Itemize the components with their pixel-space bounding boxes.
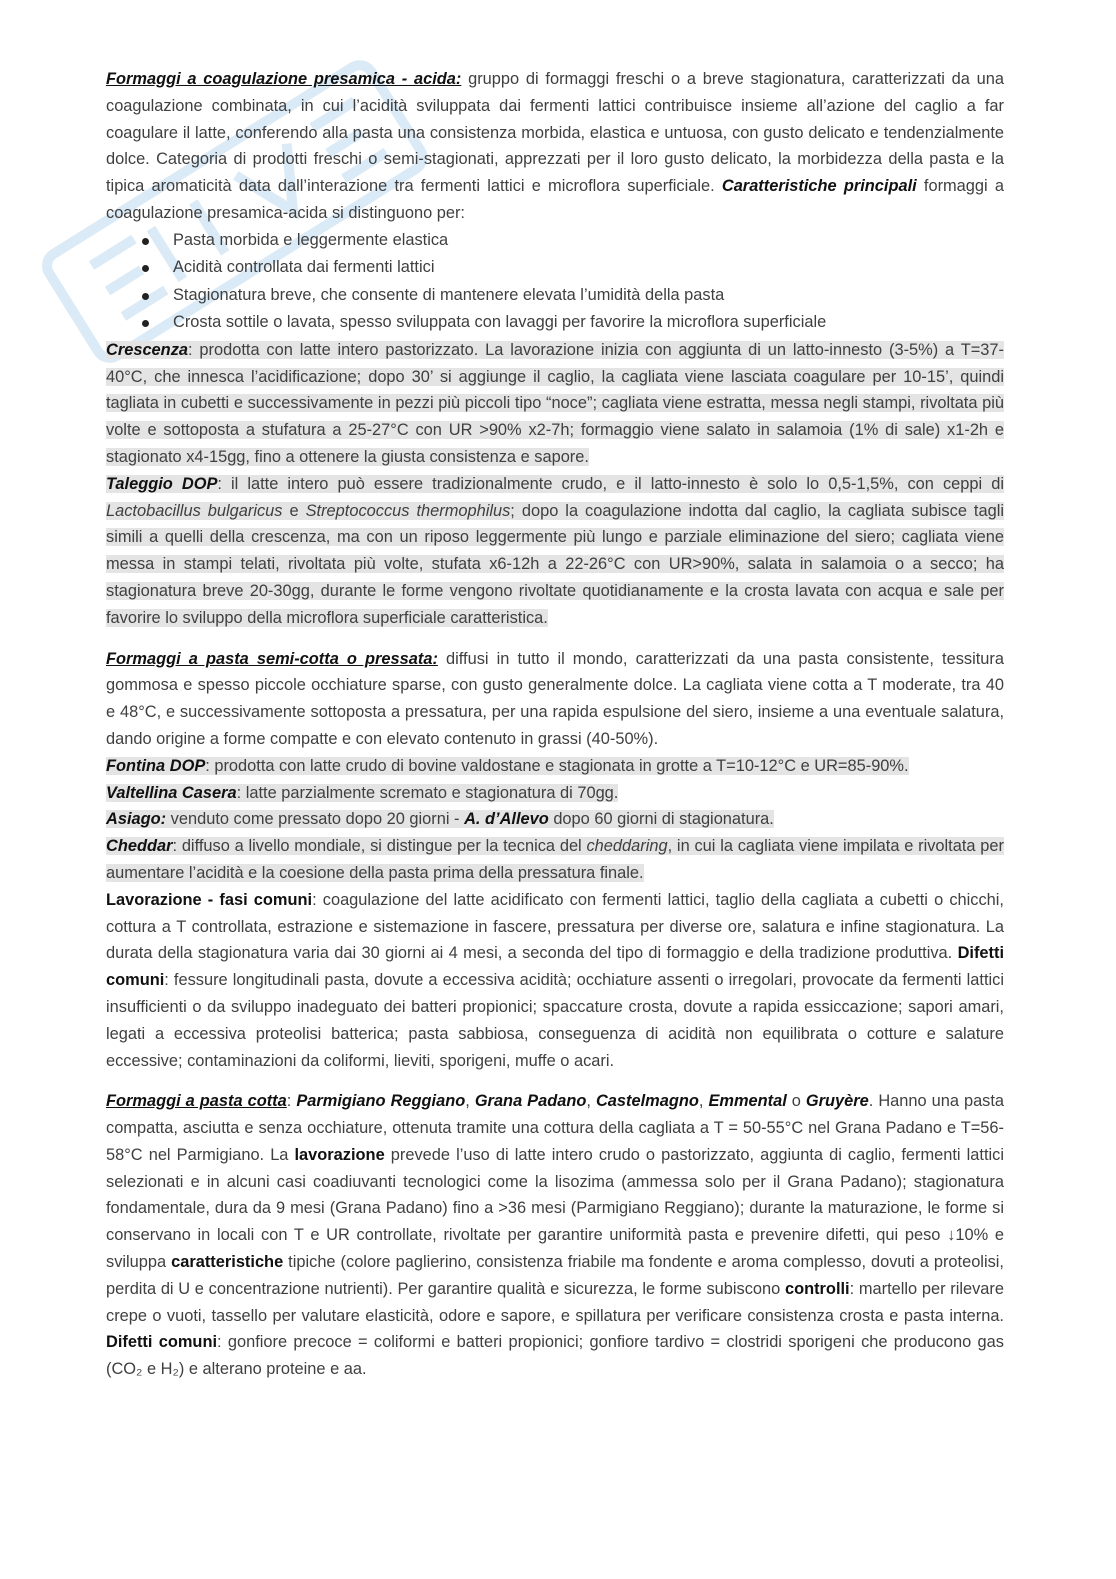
term-label: Fontina DOP — [106, 756, 206, 775]
section-pasta-cotta: Formaggi a pasta cotta: Parmigiano Reggiano, Grana Padano, Castelmagno, Emmental o Gruyère. Hanno una pasta compatta, asciutta e senza occhiature, ottenuta tramite una cottura della cagliata a T = 50-55°C nel Grana Padano e T=56-58°C nel Parmigiano. La lavorazione prevede l’uso di latte intero crudo o pastorizzato, aggiunta di caglio, fermenti lattici selezionati e in alcuni casi coadiuvanti tecnologici come la lisozima (ammessa solo per il Grana Padano); stagionatura fondamentale, dura da 9 mesi (Grana Padano) fino a >36 mesi (Parmigiano Reggiano); durante la maturazione, le forme si conservano in locali con T e UR controllate, rivoltate per garantire uniformità pasta e prevenire difetti, qui peso ↓10% e sviluppa caratteristiche tipiche (colore paglierino, consistenza friabile ma fondente e aroma complesso, dovuti a proteolisi, perdita di U e concentrazione nutrienti). Per garantire qualità e sicurezza, le forme subiscono controlli: martello per rilevare crepe o vuoti, tassello per valutare elasticità, odore e sapore, e spillatura per verificare consistenza crosta e pasta interna. Difetti comuni: gonfiore precoce = coliformi e batteri propionici; gonfiore tardivo = clostridi sporigeni che producono gas (CO₂ e H₂) e alterano proteine e aa. — [106, 1092, 1005, 1379]
section-semi-cotta: Formaggi a pasta semi-cotta o pressata: diffusi in tutto il mondo, caratterizzati da una pasta consistente, tessitura gommosa e spesso piccole occhiature sparse, con gusto generalmente dolce. La cagliata viene cotta a T moderate, tra 40 e 48°C, e successivamente sottoposta a pressatura, per una rapida espulsione del siero, insieme a una eventuale salatura, dando origine a forme compatte e con elevato contenuto in grassi (40-50%). — [106, 649, 1005, 748]
term-label: Caratteristiche principali — [721, 177, 917, 196]
section-heading: Formaggi a coagulazione presamica - acida: — [106, 70, 462, 88]
paragraph-taleggio: Taleggio DOP: il latte intero può essere tradizionalmente crudo, e il latto-innesto è solo lo 0,5-1,5%, con ceppi di Lactobacillus bulgaricus e Streptococcus thermophilus; dopo la coagulazione indotta dal caglio, la cagliata subisce tagli simili a quelli della crescenza, ma con un riposo leggermente più lungo e parziale eliminazione del siero; cagliata viene messa in stampi telati, rivoltata più volte, stufata x6-12h a 22-26°C con UR>90%, salata in salamoia o a secco; ha stagionatura breve 20-30gg, durante le forme vengono rivoltate quotidianamente e la crosta lavata con acqua e sale per favorire lo sviluppo della microflora superficiale caratteristica. — [106, 474, 1004, 627]
characteristics-list — [106, 227, 1004, 337]
term-label: Difetti comuni — [106, 944, 1004, 990]
section-presamica-acida: Formaggi a coagulazione presamica - acida: gruppo di formaggi freschi o a breve stagionatura, caratterizzati da una coagulazione combinata, in cui l’acidità sviluppata dai fermenti lattici contribuisce insieme all’azione del caglio a far coagulare il latte, conferendo alla pasta una consistenza morbida, elastica e untuosa, con gusto delicato e tendenzialmente dolce. Categoria di prodotti freschi o semi-stagionati, apprezzati per il loro gusto delicato, la morbidezza della pasta e la tipica aromaticità data dall’interazione tra fermenti lattici e microflora superficiale. Caratteristiche principali formaggi a coagulazione presamica-acida si distinguono per: — [106, 70, 1004, 222]
paragraph-cheddar: Cheddar: diffuso a livello mondiale, si distingue per la tecnica del cheddaring, in cui la cagliata viene impilata e rivoltata per aumentare l’acidità e la coesione della pasta prima della pressatura finale. — [106, 837, 1004, 882]
paragraph-fontina: Fontina DOP: prodotta con latte crudo di bovine valdostane e stagionata in grotte a T=10-12°C e UR=85-90%. — [106, 756, 909, 775]
list-item: Pasta morbida e leggermente elastica — [106, 227, 1004, 255]
list-item: Acidità controllata dai fermenti lattici — [106, 254, 1004, 282]
section-heading: Formaggi a pasta semi-cotta o pressata: — [106, 649, 438, 668]
term-label: Taleggio DOP — [106, 474, 218, 493]
term-label: Cheddar — [106, 837, 173, 856]
section-heading: Formaggi a pasta cotta — [106, 1092, 287, 1111]
term-label: Valtellina Casera — [106, 783, 237, 802]
term-label: A. d’Allevo — [464, 810, 549, 829]
list-item: Stagionatura breve, che consente di mantenere elevata l’umidità della pasta — [106, 282, 1004, 310]
paragraph-asiago: Asiago: venduto come pressato dopo 20 giorni - A. d’Allevo dopo 60 giorni di stagionatura. — [106, 810, 774, 829]
term-label: lavorazione — [294, 1145, 385, 1164]
term-label: Crescenza — [106, 340, 189, 359]
term-label: Lavorazione - fasi comuni — [106, 890, 313, 909]
term-label: Asiago: — [106, 810, 167, 829]
document-page — [106, 66, 1004, 1383]
term-label: Difetti comuni — [106, 1333, 218, 1352]
paragraph-lavorazione: Lavorazione - fasi comuni: coagulazione del latte acidificato con fermenti lattici, taglio della cagliata a cubetti o chicchi, cottura a T controllata, estrazione e sistemazione in fascere, pressatura per diverse ore, salatura e infine stagionatura. La durata della stagionatura varia dai 30 giorni ai 4 mesi, a seconda del tipo di formaggio e della tradizione produttiva. Difetti comuni: fessure longitudinali pasta, dovute a eccessiva acidità; occhiature assenti o irregolari, provocate da fermenti lattici insufficienti o da sviluppo inadeguato dei batteri propionici; spaccature crosta, dovute a rapida essiccazione; sapori amari, legati a eccessiva proteolisi batterica; pasta sabbiosa, conseguenza di acidità non equilibrata o cotture e salature eccessive; contaminazioni da coliformi, lieviti, sporigeni, muffe o acari. — [106, 890, 1004, 1070]
term-label: controlli — [784, 1279, 850, 1298]
list-item: Crosta sottile o lavata, spesso sviluppata con lavaggi per favorire la microflora superficiale — [106, 309, 1004, 337]
term-label: caratteristiche — [171, 1253, 284, 1272]
paragraph-valtellina: Valtellina Casera: latte parzialmente scremato e stagionatura di 70gg. — [106, 783, 619, 802]
paragraph-crescenza: Crescenza: prodotta con latte intero pastorizzato. La lavorazione inizia con aggiunta di un latto-innesto (3-5%) a T=37-40°C, che innesca l’acidificazione; dopo 30’ si aggiunge il caglio, la cagliata viene lasciata coagulare per 10-15’, quindi tagliata in cubetti e successivamente in pezzi più piccoli tipo “noce”; cagliata viene estratta, messa negli stampi, rivoltata più volte e sottoposta a stufatura a 25-27°C con UR >90% x2-7h; formaggio viene salato in salamoia (1% di sale) x1-2h e stagionato x4-15gg, fino a ottenere la giusta consistenza e sapore. — [106, 340, 1004, 466]
